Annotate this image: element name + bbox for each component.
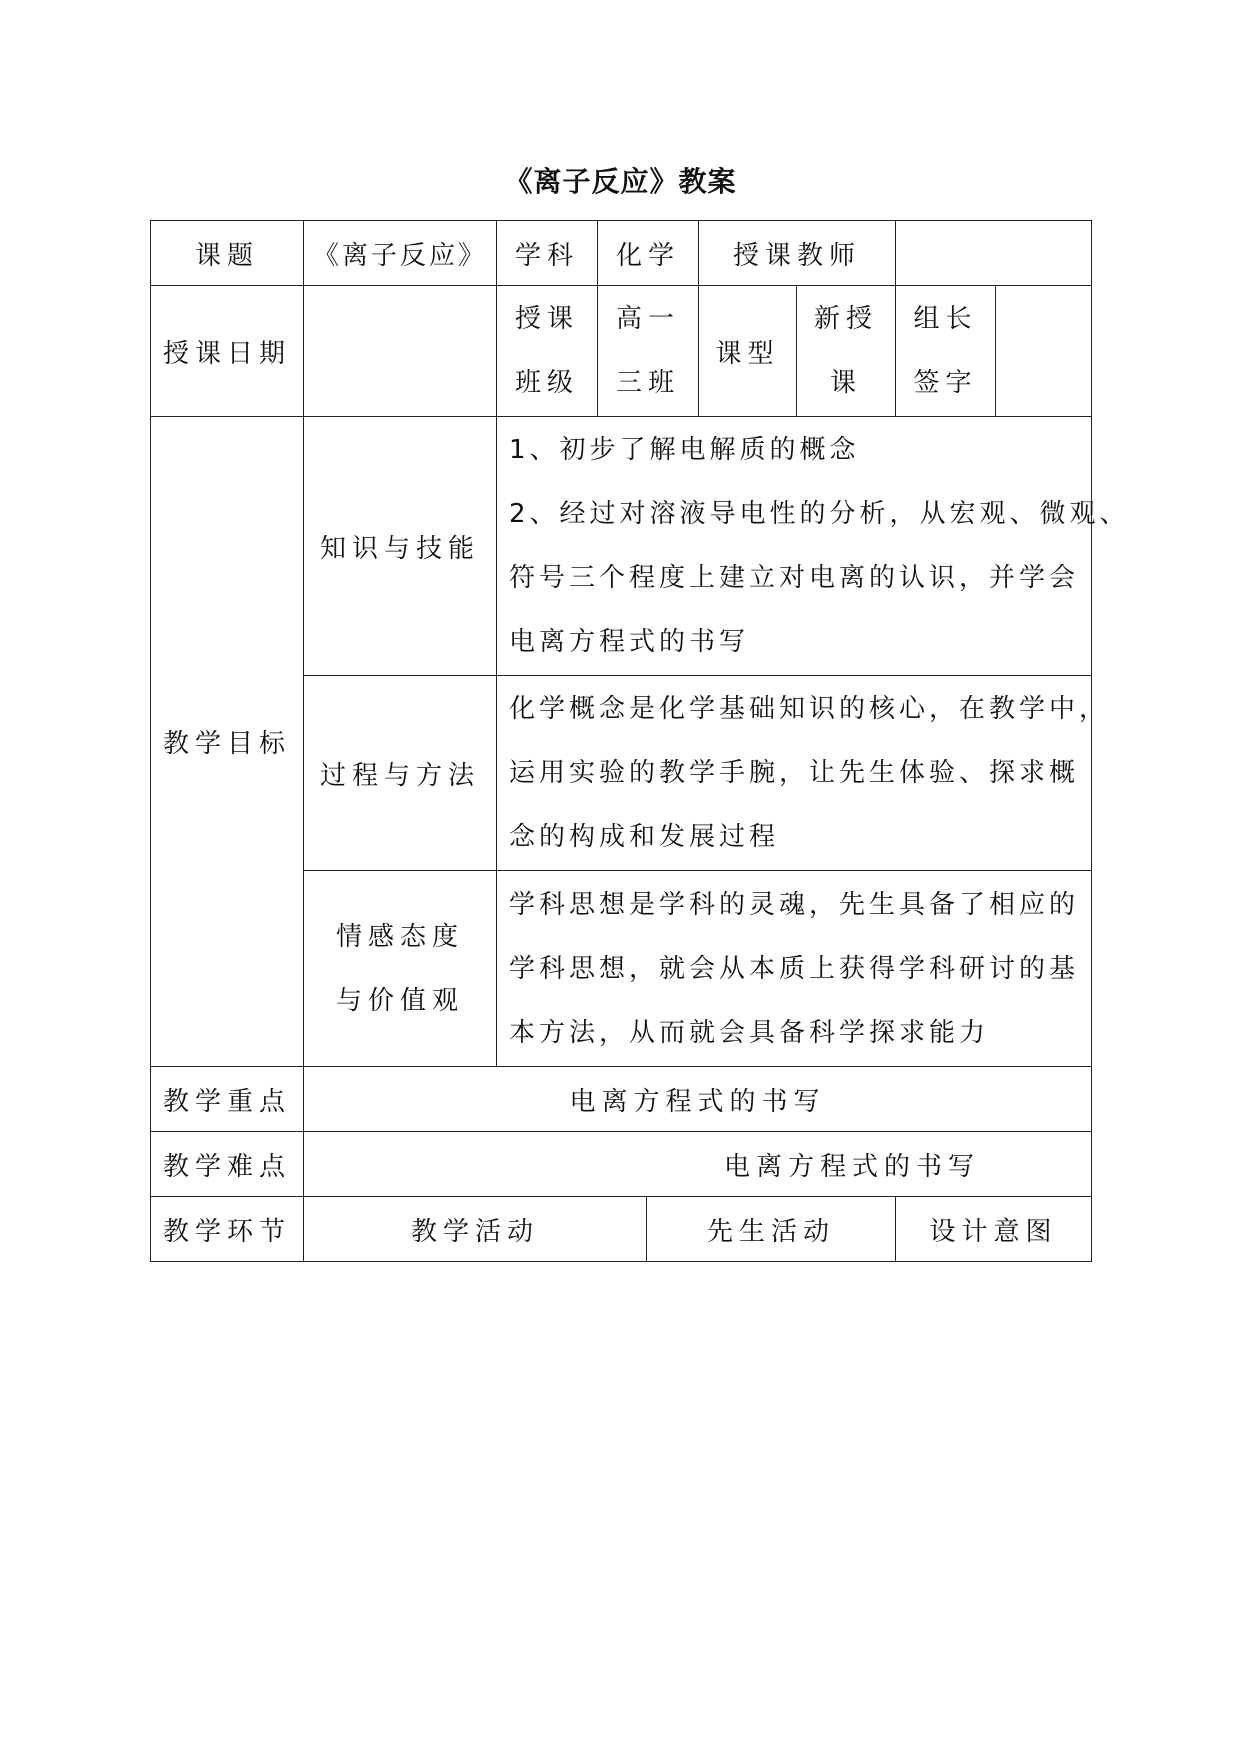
teacher-value-cell: [895, 220, 1092, 286]
difficulty-value-cell: [303, 1131, 1092, 1197]
topic-label: 课题: [194, 240, 259, 271]
process-step-label-cell: [150, 1196, 304, 1262]
process-line-3: 念的构成和发展过程: [509, 822, 780, 852]
leader-label-line-2: 签字: [913, 368, 978, 398]
subject-value-cell: [597, 220, 699, 286]
process-line-1: 化学概念是化学基础知识的核心，在教学中，: [509, 694, 1110, 724]
design-intent-cell: [895, 1196, 1092, 1262]
class-label-cell: [496, 285, 598, 417]
student-activity-cell: [646, 1196, 896, 1262]
difficulty-value: 电离方程式的书写: [724, 1151, 981, 1182]
student-activity-header: 先生活动: [706, 1216, 835, 1247]
emotion-label-cell: [303, 870, 497, 1067]
leader-label-cell: [895, 285, 996, 417]
knowledge-line-4: 电离方程式的书写: [509, 627, 750, 657]
emotion-content-cell: [496, 870, 1092, 1067]
class-value-line-2: 三班: [615, 368, 680, 398]
knowledge-label-cell: [303, 416, 497, 676]
knowledge-line-3: 符号三个程度上建立对电离的认识，并学会: [509, 563, 1080, 593]
topic-label-cell: [150, 220, 304, 286]
knowledge-content-cell: [496, 416, 1130, 676]
knowledge-line-2: 2、经过对溶液导电性的分析，从宏观、微观、: [509, 499, 1130, 529]
objectives-label: 教学目标: [162, 729, 291, 759]
class-label-line-2: 班级: [514, 368, 579, 398]
type-value-cell: [796, 285, 896, 417]
key-point-value: 电离方程式的书写: [569, 1086, 826, 1117]
date-value-cell: [303, 285, 497, 417]
class-label-line-1: 授课: [514, 304, 579, 334]
subject-label: 学科: [514, 240, 579, 271]
date-label-cell: [150, 285, 304, 417]
teacher-label: 授课教师: [732, 240, 861, 271]
process-step-label: 教学环节: [162, 1216, 291, 1247]
document-title: 《离子反应》教案: [504, 165, 737, 198]
emotion-label-line-2: 与价值观: [335, 985, 464, 1016]
key-point-value-cell: [303, 1066, 1092, 1132]
emotion-label-line-1: 情感态度: [335, 921, 464, 952]
difficulty-label: 教学难点: [162, 1151, 291, 1182]
emotion-line-1: 学科思想是学科的灵魂，先生具备了相应的: [509, 889, 1080, 920]
key-point-label: 教学重点: [162, 1086, 291, 1117]
date-label: 授课日期: [162, 338, 291, 369]
teacher-label-cell: [698, 220, 896, 286]
subject-label-cell: [496, 220, 598, 286]
emotion-line-3: 本方法，从而就会具备科学探求能力: [509, 1017, 990, 1048]
type-label: 课型: [715, 338, 780, 369]
process-method-label: 过程与方法: [319, 760, 480, 791]
emotion-line-2: 学科思想，就会从本质上获得学科研讨的基: [509, 953, 1080, 984]
objectives-label-cell: [150, 416, 304, 1067]
teaching-activity-header: 教学活动: [410, 1216, 539, 1247]
class-value-line-1: 高一: [615, 304, 680, 334]
leader-signature-cell: [995, 285, 1092, 417]
type-value-line-1: 新授: [813, 304, 878, 334]
leader-label-line-1: 组长: [913, 304, 978, 334]
topic-value: 《离子反应》: [312, 240, 487, 271]
type-value-line-2: 课: [829, 368, 862, 398]
difficulty-label-cell: [150, 1131, 304, 1197]
topic-value-cell: [303, 220, 497, 286]
key-point-label-cell: [150, 1066, 304, 1132]
knowledge-label: 知识与技能: [319, 533, 480, 564]
class-value-cell: [597, 285, 699, 417]
knowledge-line-1: 1、初步了解电解质的概念: [509, 435, 860, 465]
process-method-content-cell: [496, 675, 1110, 871]
subject-value: 化学: [615, 240, 680, 271]
process-line-2: 运用实验的教学手腕，让先生体验、探求概: [509, 758, 1080, 788]
process-method-label-cell: [303, 675, 497, 871]
design-intent-header: 设计意图: [929, 1216, 1058, 1247]
type-label-cell: [698, 285, 797, 417]
teaching-activity-cell: [303, 1196, 647, 1262]
